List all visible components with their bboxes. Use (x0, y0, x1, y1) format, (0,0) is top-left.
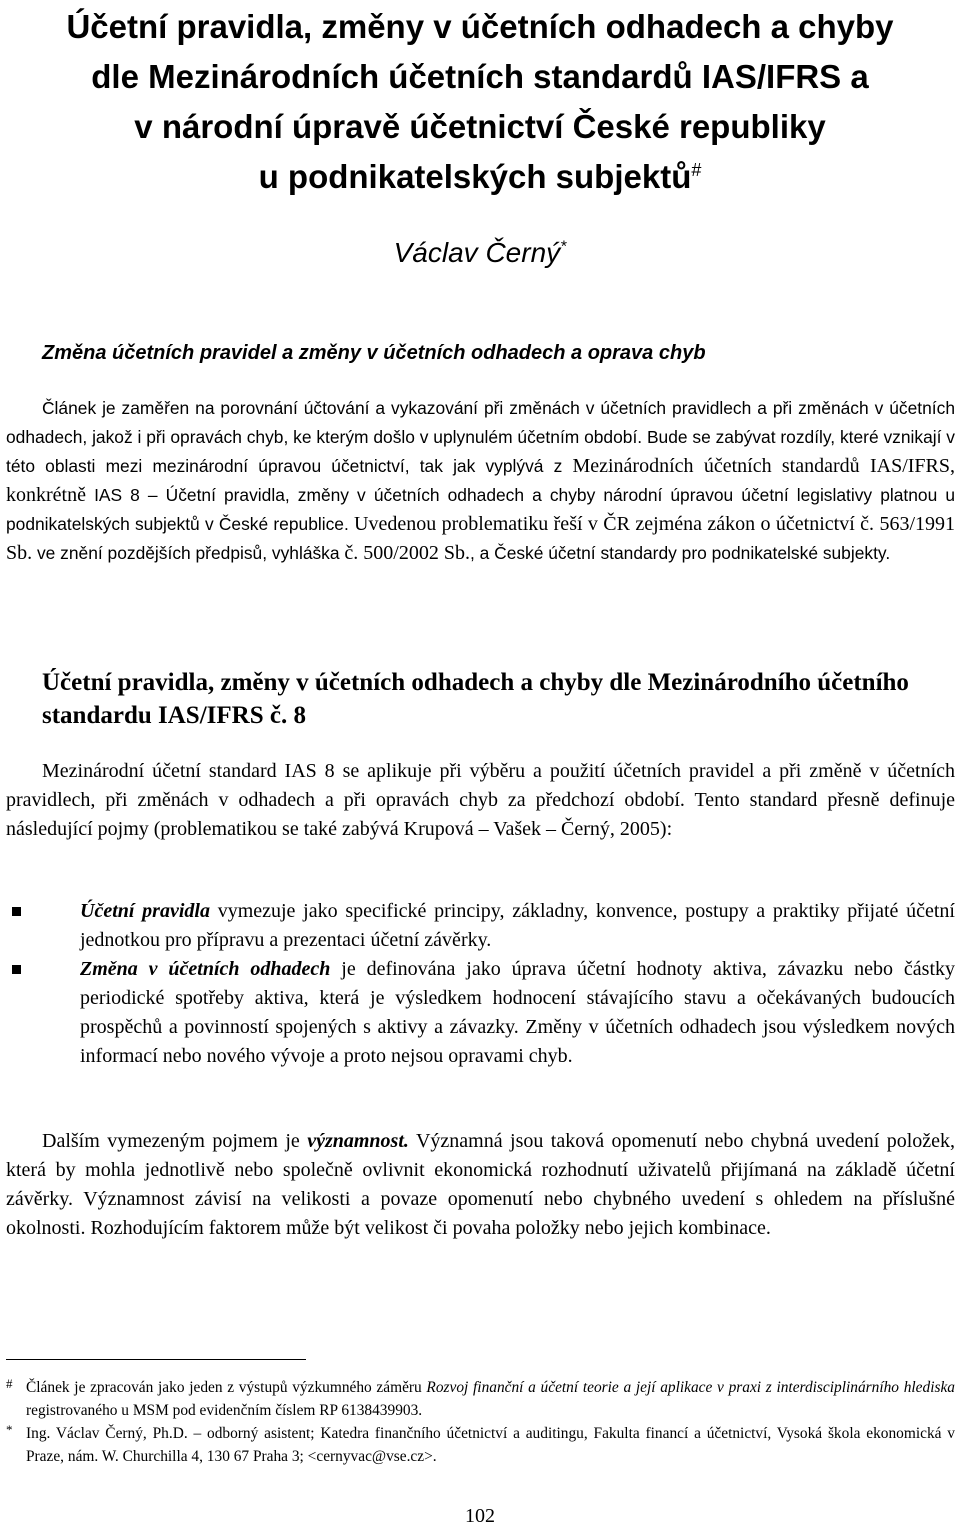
square-bullet-icon (12, 965, 21, 974)
title-line-4: u podnikatelských subjektů (258, 158, 692, 195)
paragraph-ias8 (6, 757, 955, 844)
section-heading: Účetní pravidla, změny v účetních odhadech a chyby dle Mezinárodního účetního standardu IAS/IFRS č. 8 (42, 669, 909, 729)
list-item (6, 955, 955, 1071)
title-line-3: v národní úpravě účetnictví České republiky (134, 108, 826, 145)
title-line-2: dle Mezinárodních účetních standardů IAS/IFRS a (91, 58, 869, 95)
definition-text: je definována jako úprava účetní hodnoty aktiva, závazku nebo částky periodické spotřeby aktiva, která je výsledkem hodnocení stávajícího stavu a očekávaných budoucích prospěchů a povinností spojených s aktivy a závazky. Změny v účetních odhadech jsou výsledkem nových informací nebo nového vývoje a proto nejsou opravami chyb. (80, 958, 956, 1067)
square-bullet-icon (12, 907, 21, 916)
paragraph-ias8-text: Mezinárodní účetní standard IAS 8 se aplikuje při výběru a použití účetních pravidel a při změně v účetních pravidlech, při změnách v odhadech a při opravách chyb za předchozí období. Tento standard přesně definuje následující pojmy (problematikou se také zabývá Krupová – Vašek – Černý, 2005): (6, 760, 955, 840)
abstract-part-4: Uvedenou problematiku řeší v ČR zejména zákon o účetnictví č. 563/1991 Sb. (6, 513, 955, 564)
footnote-italic: Rozvoj finanční a účetní teorie a její aplikace v praxi z interdisciplinárního hlediska (426, 1379, 955, 1396)
author-name: Václav Černý (393, 237, 561, 268)
abstract-part-6: č. 500/2002 Sb. (344, 542, 470, 564)
footnote (6, 1376, 955, 1422)
footnote-text: Ing. Václav Černý, Ph.D. – odborný asistent; Katedra finančního účetnictví a auditingu, Fakulta financí a účetnictví, Vysoká škola ekonomická v Praze, nám. W. Churchilla 4, 130 67 Praha 3; <cernyvac@vse.cz>. (26, 1425, 955, 1465)
footnote-text: Článek je zpracován jako jeden z výstupů výzkumného záměru (26, 1379, 427, 1396)
footnote (6, 1422, 955, 1468)
materiality-before: Dalším vymezeným pojmem je (42, 1130, 308, 1152)
abstract-part-2: Mezinárodních účetních standardů IAS/IFRS, konkrétně (6, 455, 955, 506)
paragraph-materiality (6, 1127, 955, 1243)
abstract-text (6, 394, 955, 568)
abstract-heading: Změna účetních pravidel a změny v účetních odhadech a oprava chyb (42, 342, 706, 364)
author-line (0, 233, 960, 273)
materiality-after: Významná jsou taková opomenutí nebo chybná uvedení položek, která by mohla jednotlivě nebo společně ovlivnit ekonomická rozhodnutí uživatelů přijímaná na základě účetní závěrky. Významnost závisí na velikosti a povaze opomenutí nebo chybného uvedení s ohledem na příslušné okolnosti. Rozhodujícím faktorem může být velikost či povaha položky nebo jejich kombinace. (6, 1130, 956, 1239)
page-number: 102 (465, 1505, 495, 1527)
footnotes (6, 1376, 955, 1468)
abstract-part-5: ve znění pozdějších předpisů, vyhláška (36, 543, 340, 563)
abstract-part-3: IAS 8 – Účetní pravidla, změny v účetních odhadech a chyby národní úpravou účetní legislativy platnou u podnikatelských subjektů v České republice. (6, 485, 955, 534)
article-title (0, 2, 960, 202)
title-footnote-mark[interactable]: # (691, 160, 702, 180)
definition-term: Změna v účetních odhadech (80, 958, 331, 980)
title-line-1: Účetní pravidla, změny v účetních odhadech a chyby (66, 8, 894, 45)
footnote-divider (6, 1359, 306, 1360)
footnote-text-end: registrovaného u MSM pod evidenčním číslem RP 6138439903. (26, 1402, 423, 1419)
footnote-mark: # (6, 1376, 13, 1391)
abstract-part-1: Článek je zaměřen na porovnání účtování a vykazování při změnách v účetních pravidlech a při změnách v účetních odhadech, jakož i při opravách chyb, ke kterým došlo v uplynulém účetním období. Bude se zabývat rozdíly, které vznikají v této oblasti mezi mezinárodní úpravou účetnictví, tak jak vyplývá z (6, 398, 955, 476)
abstract-part-7: , a České účetní standardy pro podnikatelské subjekty. (469, 543, 891, 563)
footnote-mark: * (6, 1422, 13, 1437)
definition-text: vymezuje jako specifické principy, základny, konvence, postupy a praktiky přijaté účetní jednotkou pro přípravu a prezentaci účetní závěrky. (80, 900, 955, 951)
definitions-list (6, 897, 955, 1071)
author-footnote-mark[interactable]: * (560, 238, 567, 256)
list-item (6, 897, 955, 955)
materiality-term: významnost. (307, 1130, 409, 1152)
definition-term: Účetní pravidla (80, 900, 210, 922)
